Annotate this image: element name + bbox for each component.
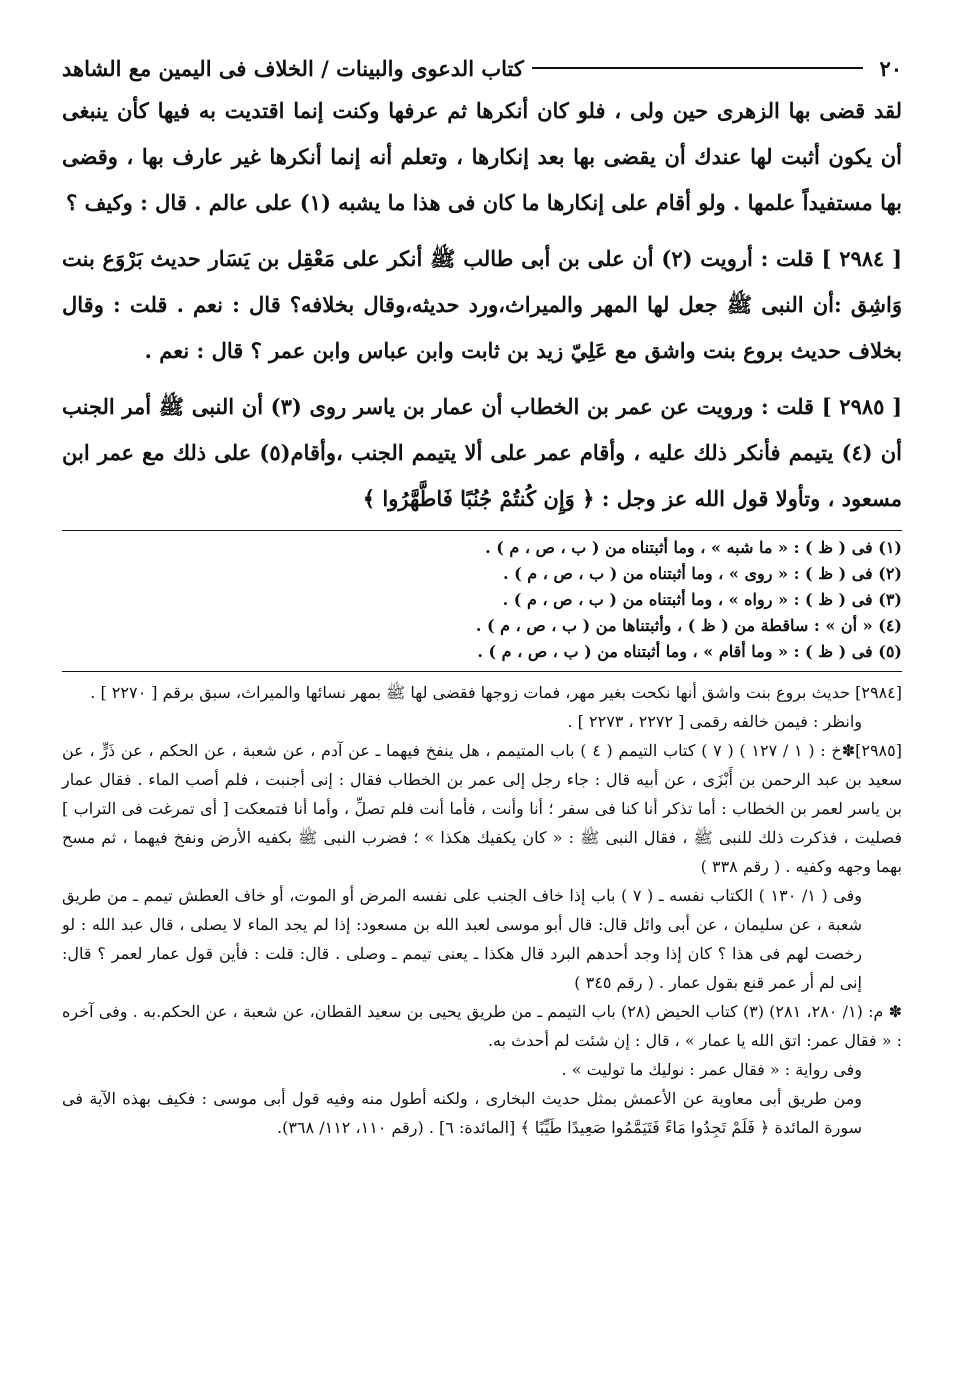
page-header <box>62 48 902 88</box>
footnote-5: (٥) فى ( ظ ) : « وما أقام » ، وما أثبتناه من ( ب ، ص ، م ) . <box>477 642 902 661</box>
footnote-3: (٣) فى ( ظ ) : « رواه » ، وما أثبتناه من ( ب ، ص ، م ) . <box>502 590 902 609</box>
book-page <box>62 48 902 1368</box>
running-title: كتاب الدعوى والبينات / الخلاف فى اليمين مع الشاهد <box>62 55 524 81</box>
quran-verse: ﴿ وَإِن كُنتُمْ جُنُبًا فَاطَّهَّرُوا ﴾ <box>362 486 595 511</box>
commentary-2985: [٢٩٨٥]✽خ : ( ١ / ١٢٧ ) ( ٧ ) كتاب التيمم ( ٤ ) باب المتيمم ، هل ينفخ فيهما ـ عن آدم ، عن شعبة ، عن الحكم ، عن ذَرٍّ ، عن سعيد بن عبد الرحمن بن أَبْزَى ، عن أبيه قال : جاء رجل إلى عمر بن الخطاب فقال : إنى أجنبت ، فلم أصب الماء . فقال عمار بن ياسر لعمر بن الخطاب : أما تذكر أنا كنا فى سفر ؛ أنا وأنت ، فأما أنت فلم تصلِّ ، وأما أنا فتمعكت [ أى تمرغت فى التراب ] فصليت ، فذكرت ذلك للنبى ﷺ ، فقال النبى ﷺ : « كان يكفيك هكذا » ؛ فضرب النبى ﷺ بكفيه الأرض ونفخ فيهما ، ثم مسح بهما وجهه وكفيه . ( رقم ٣٣٨ ) <box>62 741 902 876</box>
commentary <box>62 672 902 1142</box>
paragraph-2985-text: [ ٢٩٨٥ ] قلت : ورويت عن عمر بن الخطاب أن عمار بن ياسر روى (٣) أن النبى ﷺ أمر الجنب أن (٤) يتيمم فأنكر ذلك عليه ، وأقام عمر على ألا يتيمم الجنب ،وأقام(٥) على ذلك مع عمر ابن مسعود ، وتأولا قول الله عز وجل : <box>62 394 903 511</box>
commentary-riwaya: وفى رواية : « فقال عمر : نوليك ما توليت » . <box>561 1060 862 1079</box>
footnote-2: (٢) فى ( ظ ) : « روى » ، وما أثبتناه من ( ب ، ص ، م ) . <box>502 564 902 583</box>
commentary-abu-muawiya: ومن طريق أبى معاوية عن الأعمش بمثل حديث البخارى ، ولكنه أطول منه وفيه قول أبى موسى : فكيف بهذه الآية فى سورة المائدة ﴿ فَلَمْ تَجِدُوا مَاءً فَتَيَمَّمُوا صَعِيدًا طَيِّبًا ﴾ [المائدة: ٦] . (رقم ١١٠، ١١٢/ ٣٦٨). <box>62 1089 863 1137</box>
header-rule <box>532 67 864 69</box>
commentary-2985-second: وفى ( ١/ ١٣٠ ) الكتاب نفسه ـ ( ٧ ) باب إذا خاف الجنب على نفسه المرض أو الموت، أو خاف العطش تيمم ـ من طريق شعبة ، عن سليمان ، عن أبى وائل قال: قال أبو موسى لعبد الله بن مسعود: إذا لم يجد الماء لا يصلى ، قال عبد الله : لو رخصت لهم فى هذا ؟ كان إذا وجد أحدهم البرد قال هكذا ـ يعنى تيمم ـ وصلى . قال: قلت : فأين قول عمار لعمر ؟ قال: إنى لم أر عمر قنع بقول عمار . ( رقم ٣٤٥ ) <box>62 886 863 992</box>
footnote-1: (١) فى ( ظ ) : « ما شبه » ، وما أثبتناه من ( ب ، ص ، م ) . <box>485 538 902 557</box>
commentary-2984: [٢٩٨٤] حديث بروع بنت واشق أنها نكحت بغير مهر، فمات زوجها فقضى لها ﷺ بمهر نسائها والميراث، سبق برقم [ ٢٢٧٠ ] . <box>90 683 902 702</box>
page-number: ٢٠ <box>879 55 902 81</box>
footnote-4: (٤) « أن » : ساقطة من ( ظ ) ، وأثبتناها من ( ب ، ص ، م ) . <box>475 616 902 635</box>
footnotes <box>62 531 902 665</box>
commentary-muslim: ✽ م: (١/ ٢٨٠، ٢٨١) (٣) كتاب الحيض (٢٨) باب التيمم ـ من طريق يحيى بن سعيد القطان، عن شعبة ، عن الحكم.به . وفى آخره : « فقال عمر: اتق الله يا عمار » ، قال : إن شئت لم أحدث به. <box>62 1002 903 1050</box>
paragraph-2984: [ ٢٩٨٤ ] قلت : أرويت (٢) أن على بن أبى طالب ﷺ أنكر على مَعْقِل بن يَسَار حديث بَرْوَع بنت وَاشِق :أن النبى ﷺ جعل لها المهر والميراث،ورد حديثه،وقال بخلافه؟ قال : نعم . قلت : وقال بخلاف حديث بروع بنت واشق مع عَلِيّ زيد بن ثابت وابن عباس وابن عمر ؟ قال : نعم . <box>62 246 903 363</box>
paragraph-2985 <box>62 384 902 522</box>
paragraph-1: لقد قضى بها الزهرى حين ولى ، فلو كان أنكرها ثم عرفها وكنت إنما اقتديت به فيها كأن ينبغى أن يكون أثبت لها عندك أن يقضى بها بعد إنكارها ، وتعلم أنه إنما أنكرها غير عارف بها ، وقضى بها مستفيداً علمها . ولو أقام على إنكارها ما كان فى هذا ما يشبه (١) على عالم . قال : وكيف ؟ <box>62 98 902 215</box>
main-text <box>62 88 902 522</box>
commentary-2984-see-also: وانظر : فيمن خالفه رقمى [ ٢٢٧٢ ، ٢٢٧٣ ] . <box>567 712 862 731</box>
